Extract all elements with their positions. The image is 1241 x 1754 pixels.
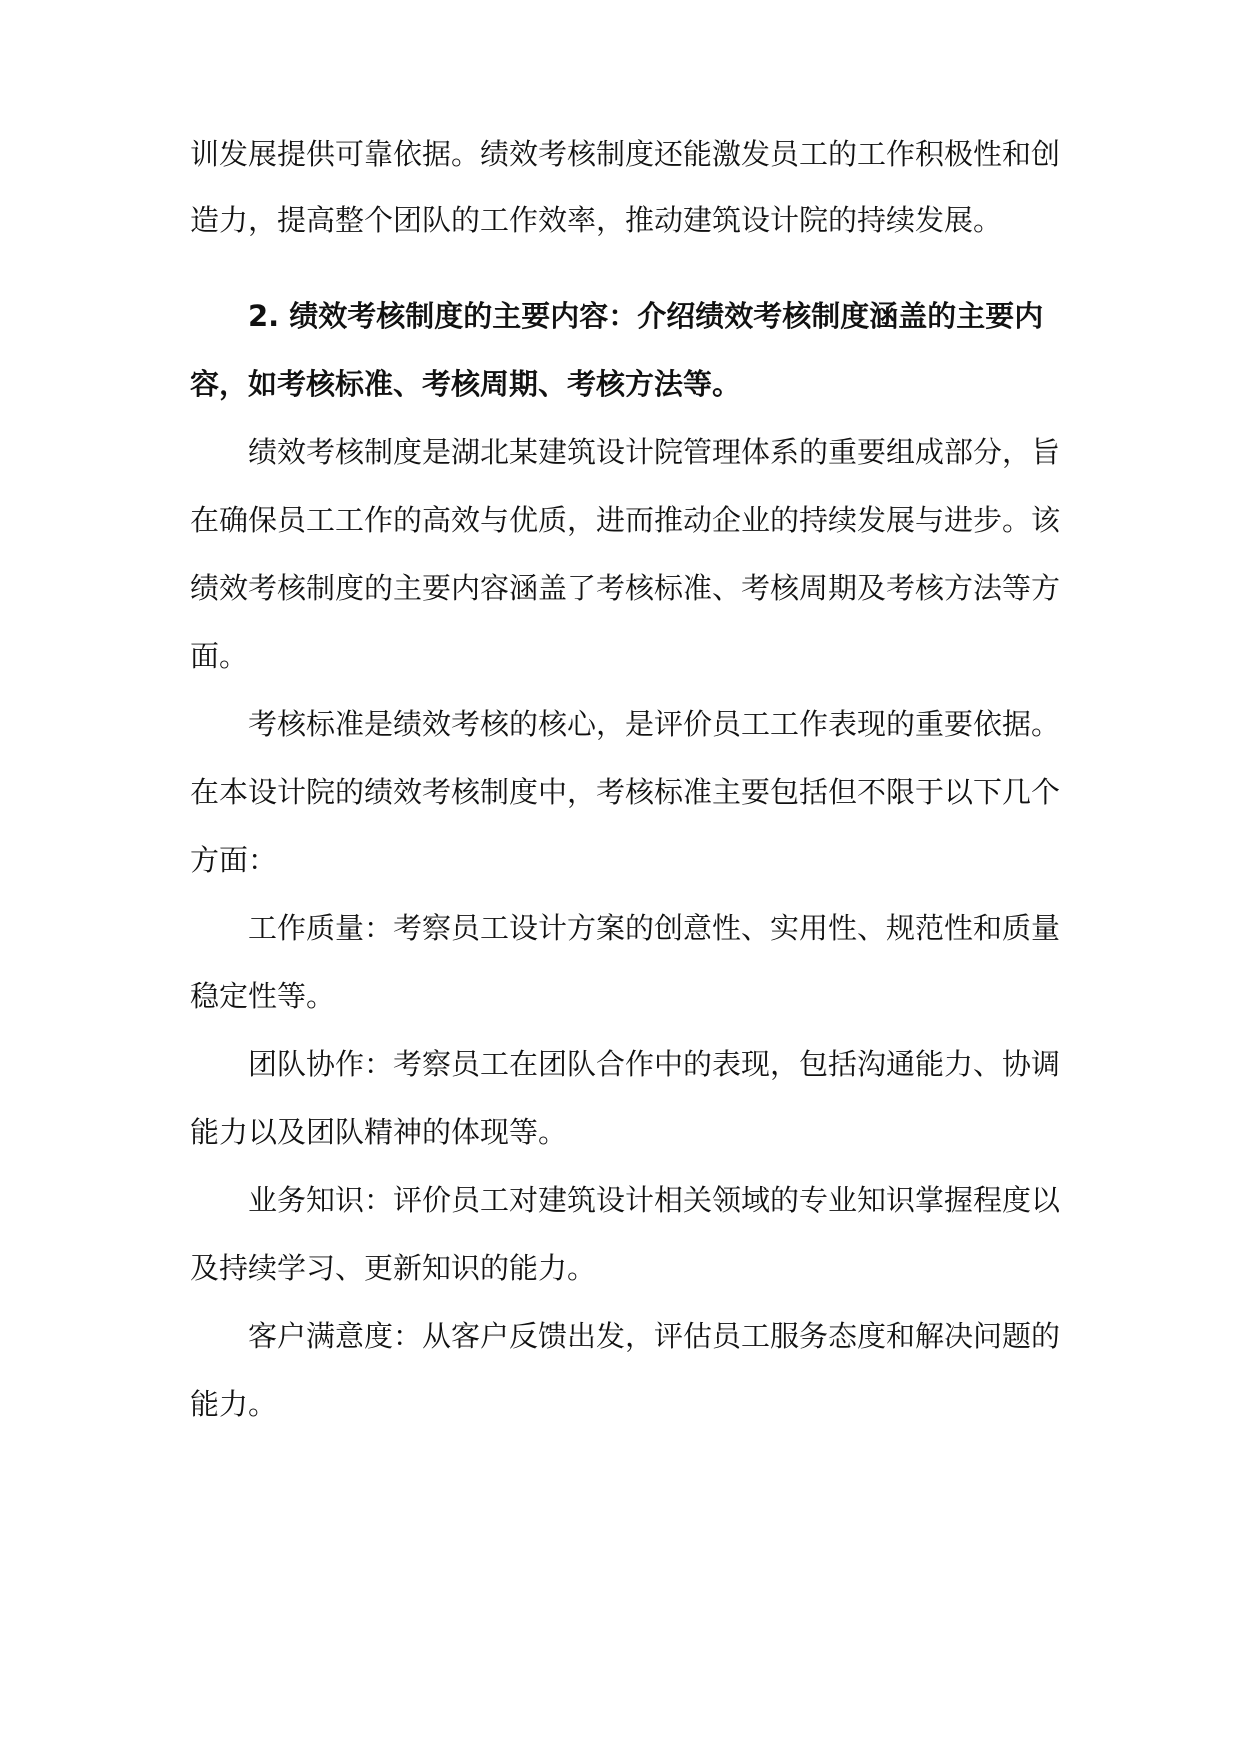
paragraph-line: 在本设计院的绩效考核制度中，考核标准主要包括但不限于以下几个 [190,775,1061,809]
list-item-line: 业务知识：评价员工对建筑设计相关领域的专业知识掌握程度以 [248,1183,1061,1217]
list-item-line: 能力以及团队精神的体现等。 [190,1115,568,1149]
list-item-line: 客户满意度：从客户反馈出发，评估员工服务态度和解决问题的 [248,1319,1061,1353]
paragraph-line: 考核标准是绩效考核的核心，是评价员工工作表现的重要依据。 [248,707,1061,741]
list-item-line: 工作质量：考察员工设计方案的创意性、实用性、规范性和质量 [248,911,1061,945]
section-heading-line: 2. 绩效考核制度的主要内容：介绍绩效考核制度涵盖的主要内 [248,299,1044,333]
list-item-line: 能力。 [190,1387,278,1421]
paragraph-line: 造力，提高整个团队的工作效率，推动建筑设计院的持续发展。 [190,203,1003,237]
paragraph-line: 在确保员工工作的高效与优质，进而推动企业的持续发展与进步。该 [190,503,1061,537]
list-item-line: 稳定性等。 [190,979,336,1013]
paragraph-line: 训发展提供可靠依据。绩效考核制度还能激发员工的工作积极性和创 [190,137,1061,171]
paragraph-line: 绩效考核制度的主要内容涵盖了考核标准、考核周期及考核方法等方 [190,571,1061,605]
paragraph-line: 面。 [190,639,249,673]
paragraph-line: 绩效考核制度是湖北某建筑设计院管理体系的重要组成部分，旨 [248,435,1061,469]
section-heading-line: 容，如考核标准、考核周期、考核方法等。 [190,367,742,401]
paragraph-line: 方面： [190,843,278,877]
list-item-line: 及持续学习、更新知识的能力。 [190,1251,597,1285]
list-item-line: 团队协作：考察员工在团队合作中的表现，包括沟通能力、协调 [248,1047,1061,1081]
